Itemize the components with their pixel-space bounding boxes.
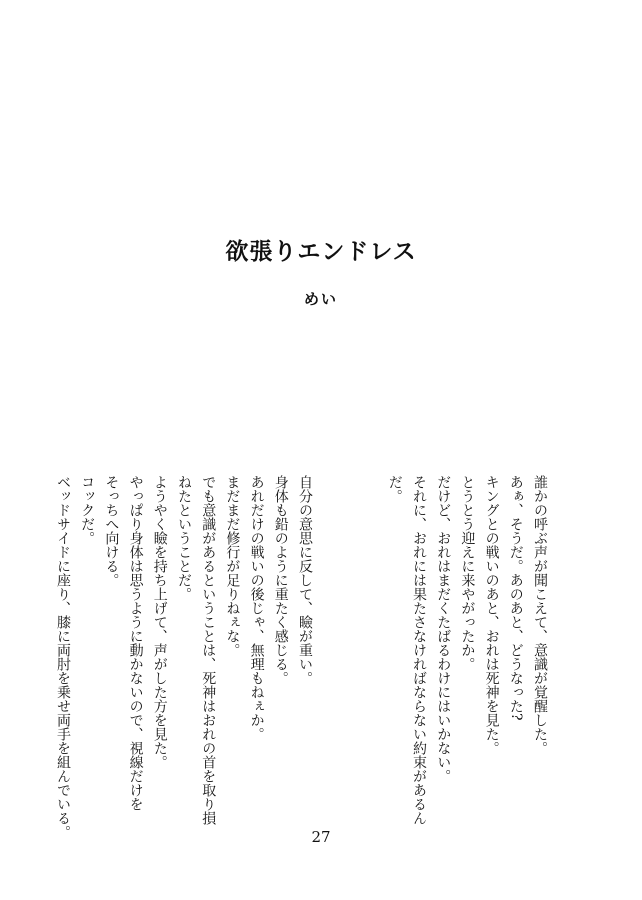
text-block-right: [383, 475, 552, 855]
text-line: 身体も鉛のように重たく感じる。: [272, 475, 289, 685]
text-line: やっぱり身体は思うように動かないので、視線だけを: [127, 475, 144, 811]
text-line: だ。: [386, 475, 403, 503]
text-line: キングとの戦いのあと、おれは死神を見た。: [483, 475, 500, 755]
text-line: でも意識があるということは、死神はおれの首を取り損: [200, 475, 217, 825]
text-line: とうとう迎えに来やがったか。: [459, 475, 476, 671]
text-line: あぁ、そうだ。あのあと、どうなった?: [507, 475, 524, 721]
text-line: コックだ。: [79, 475, 96, 545]
text-block-left: [51, 475, 317, 855]
text-line: ねたということだ。: [175, 475, 192, 601]
text-line: 誰かの呼ぶ声が聞こえて、意識が覚醒した。: [532, 475, 548, 755]
text-line: あれだけの戦いの後じゃ、無理もねぇか。: [248, 475, 265, 741]
text-line: だけど、おれはまだくたばるわけにはいかない。: [435, 475, 452, 783]
text-line: そっちへ向ける。: [103, 475, 120, 587]
text-line: ようやく瞼を持ち上げて、声がした方を見た。: [151, 475, 168, 769]
author-name: めい: [303, 290, 338, 308]
text-line: 自分の意思に反して、瞼が重い。: [297, 475, 313, 685]
story-title: 欲張りエンドレス: [225, 239, 417, 265]
text-line: それに、おれには果たさなければならない約束があるん: [410, 475, 427, 825]
page-number: 27: [311, 828, 331, 846]
text-line: まだまだ修行が足りねぇな。: [224, 475, 241, 657]
text-line: ベッドサイドに座り、膝に両肘を乗せ両手を組んでいる。: [54, 475, 71, 839]
